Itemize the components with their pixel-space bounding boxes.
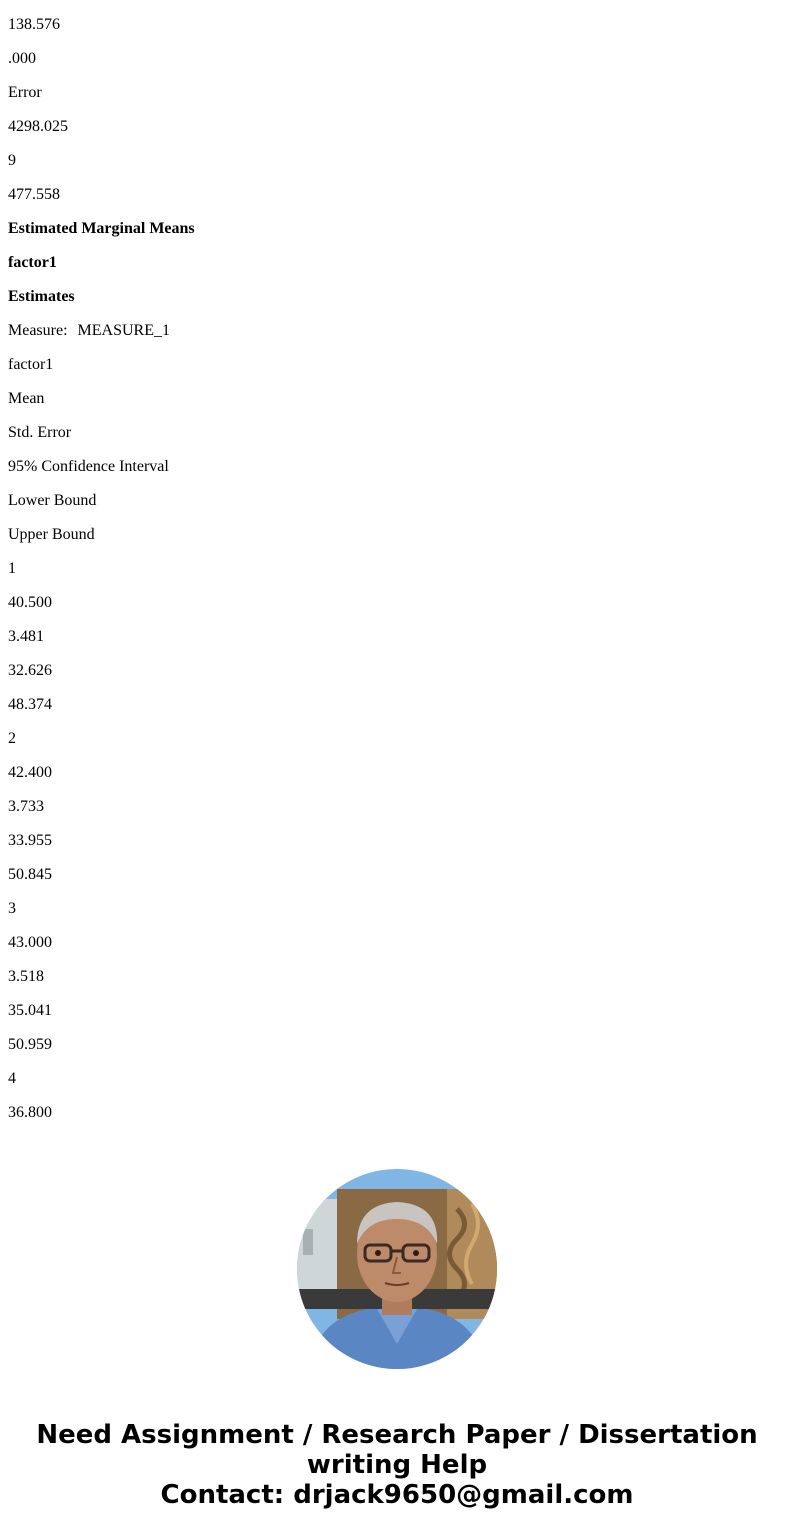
table-cell: Upper Bound [8,526,95,543]
table-cell: 95% Confidence Interval [8,458,169,475]
table-cell: 3.518 [8,968,44,985]
contact-email: Contact: drjack9650@gmail.com [160,1480,634,1510]
avatar [297,1169,497,1369]
measure-line [8,322,786,340]
table-cell: Lower Bound [8,492,97,509]
text-line: 138.576 [8,16,60,33]
table-cell: 50.959 [8,1036,52,1053]
table-title: Estimates [8,288,75,305]
table-cell: 1 [8,560,16,577]
table-cell: 2 [8,730,16,747]
text-line: 477.558 [8,186,60,203]
table-cell: 3.481 [8,628,44,645]
banner-line: writing Help [306,1450,488,1480]
person-photo-icon [297,1169,497,1369]
table-cell: 43.000 [8,934,52,951]
table-cell: 3.733 [8,798,44,815]
measure-value: MEASURE_1 [77,322,170,339]
section-heading: Estimated Marginal Means [8,220,195,237]
table-cell: Std. Error [8,424,72,441]
text-line: .000 [8,50,36,67]
table-cell: 50.845 [8,866,52,883]
table-cell: 3 [8,900,16,917]
subsection-heading: factor1 [8,254,57,271]
table-cell: 4 [8,1070,16,1087]
contact-banner [0,1420,794,1510]
table-cell: 33.955 [8,832,52,849]
text-line: 9 [8,152,16,169]
table-cell: factor1 [8,356,54,373]
table-cell: 48.374 [8,696,52,713]
banner-line: Need Assignment / Research Paper / Dissertation [36,1420,758,1450]
document-body [0,16,794,1122]
measure-label: Measure: [8,322,68,339]
text-line: Error [8,84,42,101]
table-cell: 40.500 [8,594,52,611]
table-cell: 32.626 [8,662,52,679]
table-cell: 36.800 [8,1104,52,1121]
table-cell: Mean [8,390,45,407]
text-line: 4298.025 [8,118,68,135]
table-cell: 35.041 [8,1002,52,1019]
table-cell: 42.400 [8,764,52,781]
